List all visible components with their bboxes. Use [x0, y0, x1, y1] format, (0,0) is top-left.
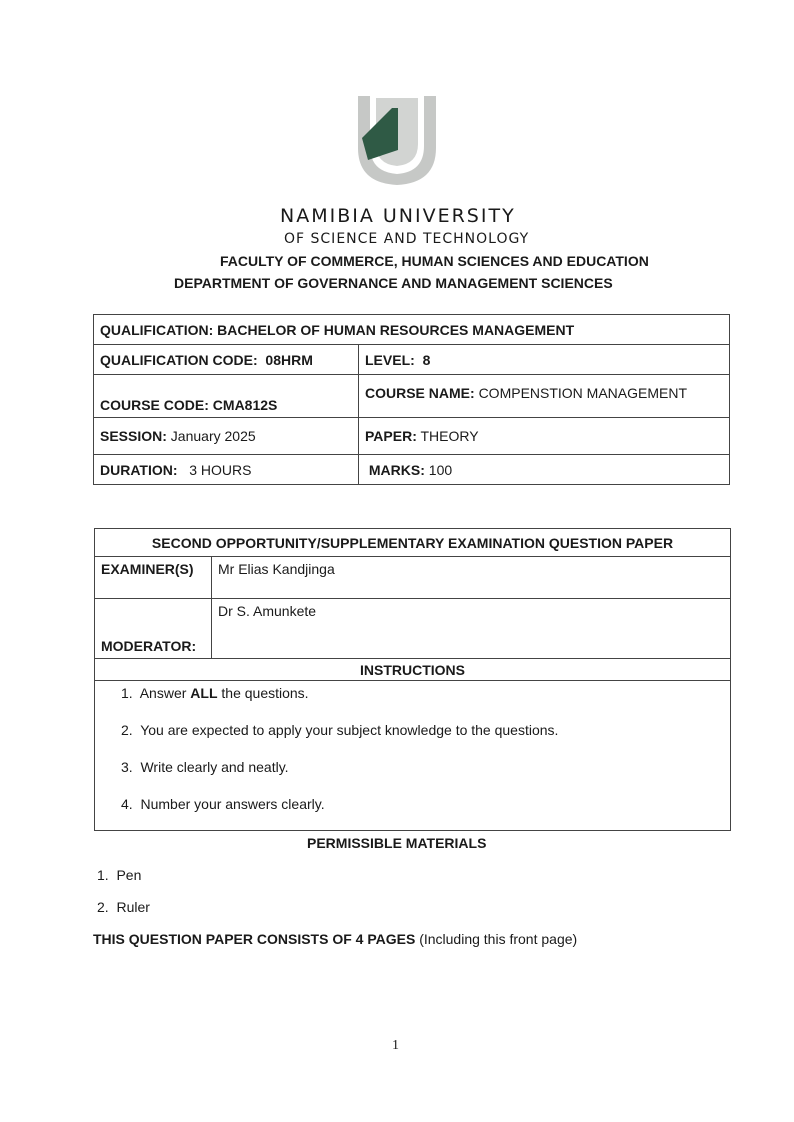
university-name: NAMIBIA UNIVERSITY [280, 205, 516, 227]
instructions-title: INSTRUCTIONS [95, 659, 731, 681]
moderator-label: MODERATOR: [95, 599, 212, 659]
exam-title: SECOND OPPORTUNITY/SUPPLEMENTARY EXAMINATION QUESTION PAPER [95, 529, 731, 557]
course-info-table [93, 314, 730, 485]
university-subtitle: OF SCIENCE AND TECHNOLOGY [284, 231, 530, 247]
instructions-list [95, 681, 731, 831]
examiner-name: Mr Elias Kandjinga [212, 557, 731, 599]
qualification-cell: QUALIFICATION: BACHELOR OF HUMAN RESOURCES MANAGEMENT [94, 315, 730, 345]
instruction-item: 1. Answer ALL the questions. [121, 685, 309, 701]
course-code-cell: COURSE CODE: CMA812S [94, 375, 359, 418]
department-name: DEPARTMENT OF GOVERNANCE AND MANAGEMENT SCIENCES [174, 275, 613, 291]
level-cell: LEVEL: 8 [359, 345, 730, 375]
paper-cell: PAPER: THEORY [359, 418, 730, 455]
duration-cell: DURATION: 3 HOURS [94, 455, 359, 485]
instruction-item: 4. Number your answers clearly. [121, 796, 325, 812]
course-name-cell: COURSE NAME: COMPENSTION MANAGEMENT [359, 375, 730, 418]
qualification-code-cell: QUALIFICATION CODE: 08HRM [94, 345, 359, 375]
material-item: 1. Pen [97, 867, 142, 883]
exam-info-table [94, 528, 731, 831]
page-count-note: THIS QUESTION PAPER CONSISTS OF 4 PAGES (Including this front page) [93, 931, 578, 947]
material-item: 2. Ruler [97, 899, 150, 915]
faculty-name: FACULTY OF COMMERCE, HUMAN SCIENCES AND EDUCATION [220, 253, 649, 269]
university-logo-icon [352, 88, 442, 188]
moderator-name: Dr S. Amunkete [212, 599, 731, 659]
session-cell: SESSION: January 2025 [94, 418, 359, 455]
instruction-item: 2. You are expected to apply your subject knowledge to the questions. [121, 722, 559, 738]
instruction-item: 3. Write clearly and neatly. [121, 759, 289, 775]
page-number: 1 [392, 1038, 399, 1053]
marks-cell: MARKS: 100 [359, 455, 730, 485]
examiner-label: EXAMINER(S) [95, 557, 212, 599]
materials-title: PERMISSIBLE MATERIALS [307, 835, 487, 851]
